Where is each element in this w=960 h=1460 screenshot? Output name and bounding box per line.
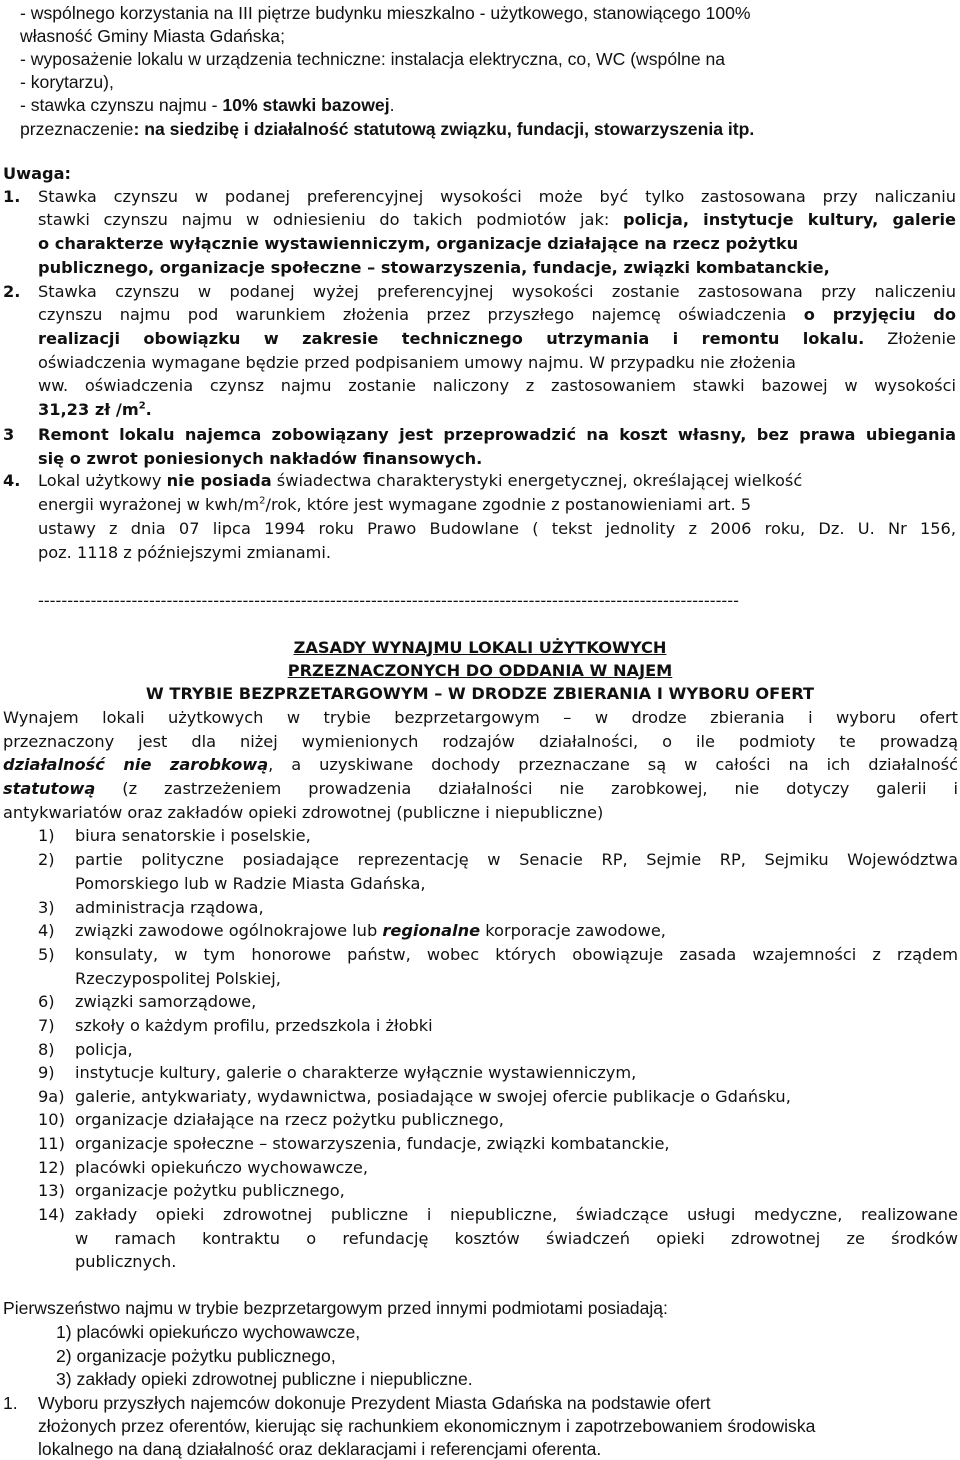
point-2-line-1: Stawka czynszu w podanej wyżej preferencyjnej wysokości zostanie zastosowana przy naliczeniu (38, 282, 956, 301)
intro-line-3b: , a uzyskiwane dochody przeznaczane są w całości na ich działalność (268, 755, 958, 774)
point-4-line-1 (38, 473, 802, 489)
list-item-4-num: 4) (38, 921, 55, 940)
top-line-2-text: - wyposażenie lokalu w urządzenia techniczne: instalacja elektryczna, co, WC (wspólne na (20, 49, 726, 69)
intro-line-5: antykwariatów oraz zakładów opieki zdrowotnej (publiczne i niepubliczne) (3, 803, 604, 822)
list-item-14-cont: w ramach kontraktu o refundację kosztów świadczeń opieki zdrowotnej ze środków (75, 1229, 958, 1248)
list-item-5-num: 5) (38, 945, 55, 964)
point-1-line-2b: policja, instytucje kultury, galerie (622, 210, 956, 229)
priority-item-3: 3) zakłady opieki zdrowotnej publiczne i niepubliczne. (56, 1369, 473, 1389)
point-4-line-2-sup: 2 (259, 495, 266, 507)
final-line-1: Wyboru przyszłych najemców dokonuje Prezydent Miasta Gdańska na podstawie ofert (38, 1393, 711, 1413)
top-line-5 (20, 121, 754, 139)
purpose-value: : na siedzibę i działalność statutową związku, fundacji, stowarzyszenia itp. (133, 119, 755, 139)
intro-line-4a: statutową (3, 779, 96, 798)
intro-line-1: Wynajem lokali użytkowych w trybie bezprzetargowym – w drodze zbierania i wyboru ofert (3, 708, 958, 727)
point-4-line-2a: energii wyrażonej w kwh/m (38, 495, 260, 514)
top-line-1 (20, 5, 751, 23)
intro-line-2: przeznaczony jest dla niżej wymienionych rodzajów działalności, o ile podmioty te prowadzą (3, 732, 958, 751)
list-item-5: konsulaty, w tym honorowe państw, wobec których obowiązuje zasada wzajemności z rządem (75, 945, 958, 964)
final-line-2: złożonych przez oferentów, kierując się rachunkiem ekonomicznym i zapotrzebowaniem środowiska (38, 1416, 816, 1436)
top-line-4 (20, 97, 395, 115)
rent-rate-value: 10% stawki bazowej (222, 95, 390, 115)
final-line-3: lokalnego na daną działalność oraz deklaracjami i referencjami oferenta. (38, 1439, 602, 1459)
list-item-3-num: 3) (38, 898, 55, 917)
point-2-line-3b: Złożenie (864, 329, 956, 348)
uwaga-heading: Uwaga: (3, 164, 72, 183)
point-4-line-1b: nie posiada (166, 471, 272, 490)
list-item-4a: związki zawodowe ogólnokrajowe lub (75, 921, 383, 940)
point-1-line-1: Stawka czynszu w podanej preferencyjnej wysokości może być tylko zastosowana przy naliczaniu (38, 187, 956, 206)
point-2-line-6 (38, 402, 152, 418)
final-number: 1. (3, 1393, 18, 1413)
zasady-title-1: ZASADY WYNAJMU LOKALI UŻYTKOWYCH (293, 638, 667, 657)
intro-line-3 (3, 757, 958, 773)
top-line-1b (20, 28, 285, 46)
point-1-number: 1. (3, 187, 21, 206)
priority-item-1: 1) placówki opiekuńczo wychowawcze, (56, 1322, 361, 1342)
purpose-label: przeznaczenie (20, 119, 134, 139)
point-3-number: 3 (3, 425, 15, 444)
intro-line-4b: (z zastrzeżeniem prowadzenia działalności nie zarobkowej, nie dotyczy galerii i (95, 779, 958, 798)
list-item-13-num: 13) (38, 1181, 65, 1200)
point-2-line-4: oświadczenia wymagane będzie przed podpisaniem umowy najmu. W przypadku nie złożenia (38, 353, 796, 372)
point-4-line-2 (38, 497, 751, 513)
list-item-11-num: 11) (38, 1134, 65, 1153)
rent-rate-label: - stawka czynszu najmu - (20, 95, 223, 115)
list-item-3: administracja rządowa, (75, 898, 264, 917)
intro-line-3a: działalność nie zarobkową (3, 755, 269, 774)
list-item-2: partie polityczne posiadające reprezentację w Senacie RP, Sejmie RP, Sejmiku Województwa (75, 850, 958, 869)
list-item-7-num: 7) (38, 1016, 55, 1035)
list-item-8: policja, (75, 1040, 133, 1059)
list-item-7: szkoły o każdym profilu, przedszkola i żłobki (75, 1016, 433, 1035)
top-line-2 (20, 51, 725, 69)
point-4-number: 4. (3, 471, 21, 490)
top-line-3 (20, 74, 114, 92)
list-item-9: instytucje kultury, galerie o charakterze wyłącznie wystawienniczym, (75, 1063, 637, 1082)
list-item-13: organizacje pożytku publicznego, (75, 1181, 345, 1200)
top-line-3-text: - korytarzu), (20, 72, 114, 92)
list-item-14: zakłady opieki zdrowotnej publiczne i niepubliczne, świadczące usługi medyczne, realizowane (75, 1205, 958, 1224)
zasady-title-3: W TRYBIE BEZPRZETARGOWYM – W DRODZE ZBIERANIA I WYBORU OFERT (145, 684, 815, 703)
point-4-line-1a: Lokal użytkowy (38, 471, 167, 490)
point-2-line-5: ww. oświadczenia czynsz najmu zostanie naliczony z zastosowaniem stawki bazowej w wysokości (38, 376, 956, 395)
list-item-9-num: 9) (38, 1063, 55, 1082)
point-3-line-2: się o zwrot poniesionych nakładów finansowych. (38, 449, 483, 468)
base-rate-end: . (145, 400, 152, 419)
list-item-10: organizacje działające na rzecz pożytku publicznego, (75, 1110, 504, 1129)
list-item-2-num: 2) (38, 850, 55, 869)
list-item-14-num: 14) (38, 1205, 65, 1224)
base-rate-sup: 2 (138, 400, 146, 412)
list-item-9a: galerie, antykwariaty, wydawnictwa, posiadające w swojej ofercie publikacje o Gdańsku, (75, 1087, 791, 1106)
list-item-6-num: 6) (38, 992, 55, 1011)
point-2-line-2b: o przyjęciu do (803, 305, 956, 324)
base-rate-value: 31,23 zł /m (38, 400, 139, 419)
list-item-11: organizacje społeczne – stowarzyszenia, fundacje, związki kombatanckie, (75, 1134, 670, 1153)
point-2-line-2 (38, 307, 956, 323)
point-2-line-3a: realizacji obowiązku w zakresie technicznego utrzymania i remontu lokalu. (38, 329, 865, 348)
list-item-4-italic: regionalne (382, 921, 481, 940)
priority-intro: Pierwszeństwo najmu w trybie bezprzetargowym przed innymi podmiotami posiadają: (3, 1298, 668, 1318)
list-item-9a-num: 9a) (38, 1087, 65, 1106)
list-item-12: placówki opiekuńczo wychowawcze, (75, 1158, 369, 1177)
point-4-line-1c: świadectwa charakterystyki energetycznej, określającej wielkość (271, 471, 803, 490)
list-item-1-num: 1) (38, 826, 55, 845)
point-2-line-3 (38, 331, 956, 347)
top-line-1-text: - wspólnego korzystania na III piętrze budynku mieszkalno - użytkowego, stanowiącego 100% (20, 3, 751, 23)
point-3-line-1: Remont lokalu najemca zobowiązany jest przeprowadzić na koszt własny, bez prawa ubiegania (38, 425, 956, 444)
list-item-4 (75, 923, 666, 939)
point-4-line-3: ustawy z dnia 07 lipca 1994 roku Prawo Budowlane ( tekst jednolity z 2006 roku, Dz. U. Nr 156, (38, 519, 956, 538)
list-item-8-num: 8) (38, 1040, 55, 1059)
dashed-separator: ------------------------------------------------------------------------------------------------------------------------ (38, 593, 739, 610)
list-item-12-num: 12) (38, 1158, 65, 1177)
point-4-line-2b: /rok, które jest wymagane zgodnie z postanowieniami art. 5 (265, 495, 752, 514)
point-1-line-2a: stawki czynszu najmu w odniesieniu do takich podmiotów jak: (38, 210, 623, 229)
point-4-line-4: poz. 1118 z późniejszymi zmianami. (38, 543, 332, 562)
priority-item-2: 2) organizacje pożytku publicznego, (56, 1346, 336, 1366)
point-2-number: 2. (3, 282, 21, 301)
zasady-title-2: PRZEZNACZONYCH DO ODDANIA W NAJEM (287, 661, 673, 680)
point-1-line-3: o charakterze wyłącznie wystawienniczym, organizacje działające na rzecz pożytku (38, 234, 799, 253)
list-item-2-cont: Pomorskiego lub w Radzie Miasta Gdańska, (75, 874, 426, 893)
list-item-4b: korporacje zawodowe, (480, 921, 666, 940)
point-1-line-4: publicznego, organizacje społeczne – stowarzyszenia, fundacje, związki kombatanckie, (38, 258, 830, 277)
list-item-1: biura senatorskie i poselskie, (75, 826, 311, 845)
list-item-14-cont2: publicznych. (75, 1252, 177, 1271)
list-item-10-num: 10) (38, 1110, 65, 1129)
point-2-line-2a: czynszu najmu pod warunkiem złożenia przez przyszłego najemcę oświadczenia (38, 305, 804, 324)
intro-line-4 (3, 781, 958, 797)
rent-rate-end: . (389, 95, 395, 115)
top-line-1b-text: własność Gminy Miasta Gdańska; (20, 26, 285, 46)
list-item-5-cont: Rzeczypospolitej Polskiej, (75, 969, 281, 988)
list-item-6: związki samorządowe, (75, 992, 257, 1011)
point-1-line-2 (38, 212, 956, 228)
